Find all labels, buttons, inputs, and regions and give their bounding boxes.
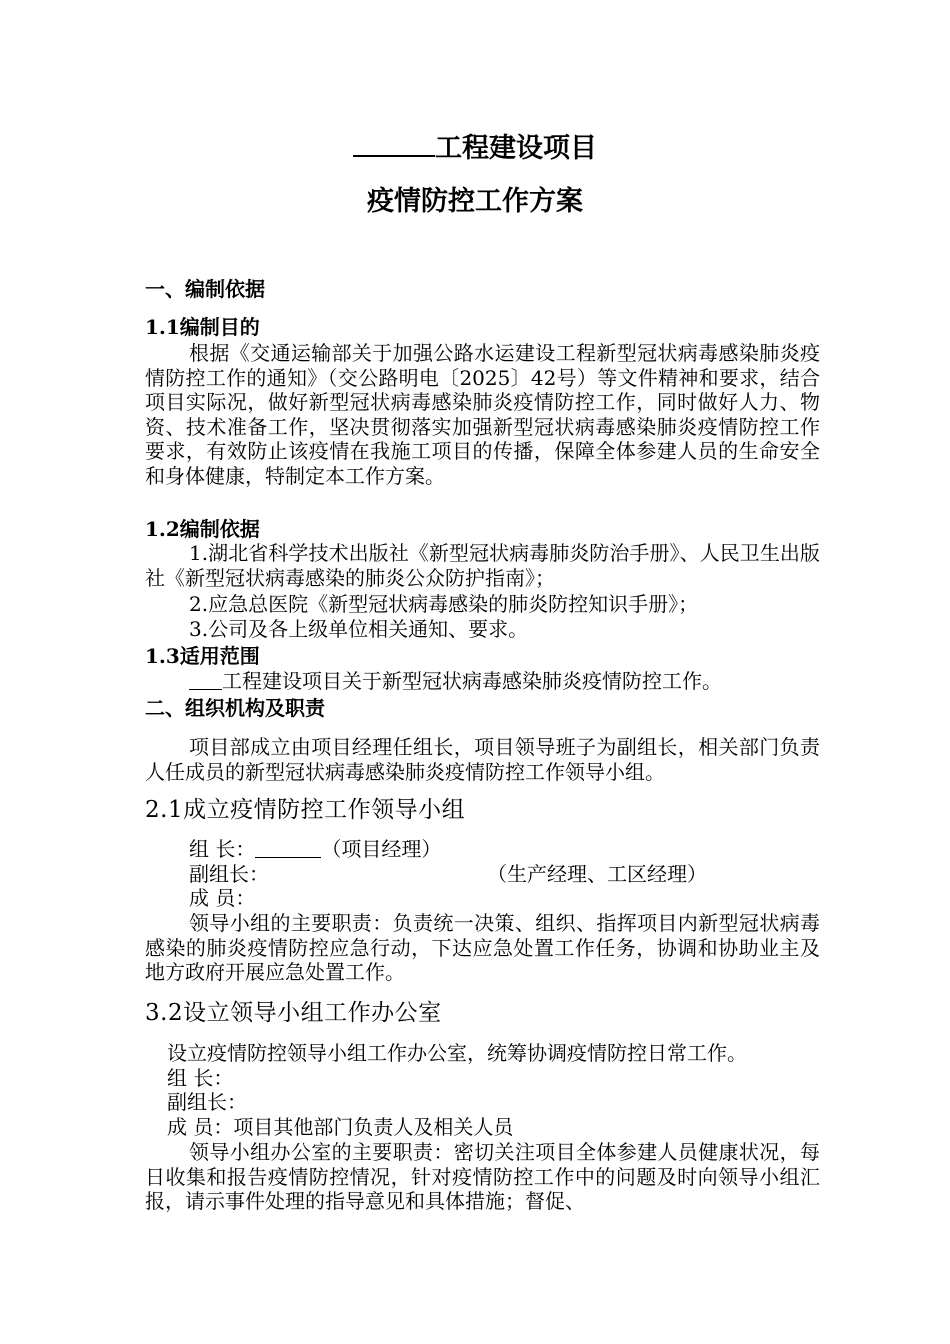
section-1-3-text-line	[189, 669, 722, 694]
office-member-line	[167, 1115, 513, 1140]
section-1-heading: 一、编制依据	[145, 277, 265, 301]
section-3-2-heading: 3.2设立领导小组工作办公室	[145, 1000, 442, 1026]
leader-line	[189, 837, 441, 862]
leader-blank	[255, 837, 321, 858]
deputy-label: 副组长：	[189, 862, 269, 886]
section-1-1-heading: 1.1编制目的	[145, 315, 260, 339]
section-1-2-item-3: 3.公司及各上级单位相关通知、要求。	[189, 617, 529, 641]
section-2-1-duty: 领导小组的主要职责：负责统一决策、组织、指挥项目内新型冠状病毒感染的肺炎疫情防控应急行动，下达应急处置工作任务，协调和协助业主及地方政府开展应急处置工作。	[145, 911, 820, 984]
title-text-1: 工程建设项目	[435, 133, 597, 164]
section-2-1-heading: 2.1成立疫情防控工作领导小组	[145, 797, 466, 823]
section-2-intro: 项目部成立由项目经理任组长，项目领导班子为副组长，相关部门负责人任成员的新型冠状病毒感染肺炎疫情防控工作领导小组。	[145, 735, 820, 784]
leader-note: （项目经理）	[321, 837, 442, 861]
document-title-line2: 疫情防控工作方案	[367, 186, 583, 217]
section-1-2-heading: 1.2编制依据	[145, 517, 260, 541]
office-intro: 设立疫情防控领导小组工作办公室，统筹协调疫情防控日常工作。	[167, 1041, 747, 1065]
section-1-3-blank	[189, 669, 222, 690]
deputy-note: （生产经理、工区经理）	[487, 862, 707, 886]
member-label: 成 员：	[189, 886, 256, 910]
section-1-3-text: 工程建设项目关于新型冠状病毒感染肺炎疫情防控工作。	[222, 669, 722, 693]
section-1-2-item-1: 1.湖北省科学技术出版社《新型冠状病毒肺炎防治手册》、人民卫生出版社《新型冠状病毒感染的肺炎公众防护指南》；	[145, 541, 820, 590]
title-blank	[353, 131, 435, 157]
office-deputy-label: 副组长：	[167, 1090, 247, 1114]
office-duty: 领导小组办公室的主要职责：密切关注项目全体参建人员健康状况，每日收集和报告疫情防控情况，针对疫情防控工作中的问题及时向领导小组汇报，请示事件处理的指导意见和具体措施；督促、	[145, 1140, 820, 1213]
section-1-1-text: 根据《交通运输部关于加强公路水运建设工程新型冠状病毒感染肺炎疫情防控工作的通知》（交公路明电〔2025〕42号）等文件精神和要求，结合项目实际况，做好新型冠状病毒感染肺炎疫情防控工作，同时做好人力、物资、技术准备工作，坚决贯彻落实加强新型冠状病毒感染肺炎疫情防控工作要求，有效防止该疫情在我施工项目的传播，保障全体参建人员的生命安全和身体健康，特制定本工作方案。	[145, 341, 820, 488]
office-member-label: 成 员：	[167, 1115, 234, 1139]
section-2-heading: 二、组织机构及职责	[145, 696, 325, 720]
document-title-line1	[0, 131, 950, 167]
section-1-3-heading: 1.3适用范围	[145, 644, 260, 668]
leader-label: 组 长：	[189, 837, 256, 861]
office-member-text: 项目其他部门负责人及相关人员	[233, 1115, 514, 1139]
office-leader-label: 组 长：	[167, 1066, 234, 1090]
section-1-2-item-2: 2.应急总医院《新型冠状病毒感染的肺炎防控知识手册》；	[189, 592, 699, 616]
